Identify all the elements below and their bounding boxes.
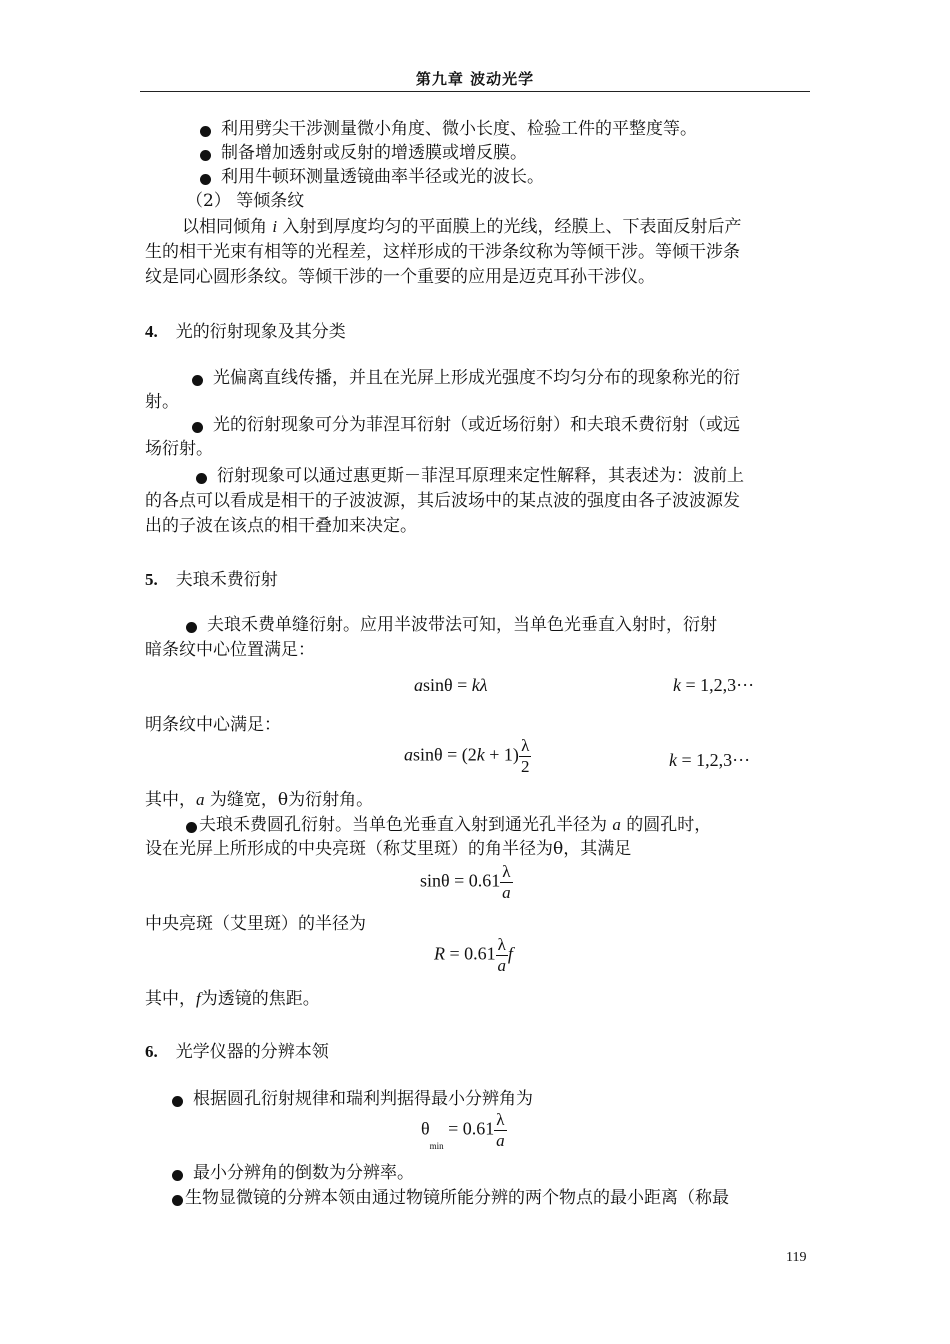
bullet-item: 利用牛顿环测量透镜曲率半径或光的波长。	[200, 165, 544, 189]
equation-k-range: k = 1,2,3···	[669, 750, 751, 770]
bullet-icon	[186, 822, 197, 833]
equation-airy-radius: R = 0.61 $\frac{\lambda}{a}f$	[434, 935, 513, 975]
bullet-item: 光偏离直线传播，并且在光屏上形成光强度不均匀分布的现象称光的衍	[192, 366, 740, 390]
bullet-icon	[192, 422, 203, 433]
paragraph-line: 射。	[145, 392, 179, 412]
bullet-item: 生物显微镜的分辨本领由通过物镜所能分辨的两个物点的最小距离（称最	[172, 1186, 729, 1210]
bullet-icon	[192, 375, 203, 386]
paragraph-line: 以相同倾角 i 入射到厚度均匀的平面膜上的光线，经膜上、下表面反射后产	[182, 217, 742, 237]
bullet-item: 制备增加透射或反射的增透膜或增反膜。	[200, 141, 527, 165]
fraction: $\frac{\lambda}{a}$	[497, 935, 507, 975]
paragraph-line: 出的子波在该点的相干叠加来决定。	[145, 516, 417, 536]
section-heading: 6. 光学仪器的分辨本领	[145, 1042, 329, 1062]
bullet-item: 最小分辨角的倒数为分辨率。	[172, 1161, 414, 1185]
fraction: $\frac{\lambda}{2}$	[520, 736, 530, 776]
paragraph-line: 其中，a 为缝宽，θ为衍射角。	[145, 790, 374, 810]
bullet-icon	[186, 622, 197, 633]
equation-airy-angle: sinθ = 0.61 $\frac{\lambda}{a}$	[420, 862, 511, 902]
fraction: $\frac{\lambda}{a}$	[496, 1110, 505, 1150]
paragraph-line: 明条纹中心满足：	[145, 715, 281, 735]
header-rule	[140, 91, 810, 92]
bullet-item: 夫琅禾费圆孔衍射。当单色光垂直入射到通光孔半径为 a 的圆孔时，	[186, 813, 711, 837]
bullet-icon	[172, 1195, 183, 1206]
running-header: 第九章 波动光学	[415, 70, 535, 88]
paragraph-line: 生的相干光束有相等的光程差，这样形成的干涉条纹称为等倾干涉。等倾干涉条	[145, 242, 740, 262]
paragraph-line: 其中，f为透镜的焦距。	[145, 989, 320, 1009]
bullet-item: 光的衍射现象可分为菲涅耳衍射（或近场衍射）和夫琅禾费衍射（或远	[192, 413, 740, 437]
bullet-item: 衍射现象可以通过惠更斯－菲涅耳原理来定性解释，其表述为：波前上	[196, 464, 744, 488]
paragraph-line: 场衍射。	[145, 439, 213, 459]
section-heading: 4. 光的衍射现象及其分类	[145, 322, 346, 342]
section-heading: 5. 夫琅禾费衍射	[145, 570, 278, 590]
paragraph-line: 纹是同心圆形条纹。等倾干涉的一个重要的应用是迈克耳孙干涉仪。	[145, 267, 655, 287]
bullet-icon	[196, 473, 207, 484]
bullet-icon	[172, 1170, 183, 1181]
paragraph-line: 设在光屏上所形成的中央亮斑（称艾里斑）的角半径为θ，其满足	[145, 839, 632, 859]
bullet-icon	[200, 150, 211, 161]
bullet-icon	[200, 174, 211, 185]
paragraph-line: 暗条纹中心位置满足：	[145, 640, 315, 660]
bullet-item: 夫琅禾费单缝衍射。应用半波带法可知，当单色光垂直入射时，衍射	[186, 613, 717, 637]
bullet-icon	[172, 1096, 183, 1107]
equation-dark-fringe: asinθ = kλ	[414, 675, 488, 695]
page-number: 119	[786, 1250, 807, 1265]
bullet-item: 根据圆孔衍射规律和瑞利判据得最小分辨角为	[172, 1087, 533, 1111]
equation-min-resolution-angle: $\theta_{min} = 0.61$ $\frac{\lambda}{a}$	[421, 1110, 505, 1151]
fraction: $\frac{\lambda}{a}$	[502, 862, 511, 902]
bullet-icon	[200, 126, 211, 137]
subsection-heading: （2） 等倾条纹	[186, 191, 305, 211]
equation-k-range: k = 1,2,3···	[673, 675, 755, 695]
paragraph-line: 的各点可以看成是相干的子波波源，其后波场中的某点波的强度由各子波波源发	[145, 491, 740, 511]
paragraph-line: 中央亮斑（艾里斑）的半径为	[145, 914, 366, 934]
bullet-item: 利用劈尖干涉测量微小角度、微小长度、检验工件的平整度等。	[200, 117, 697, 141]
equation-bright-fringe: asinθ = (2k + 1) $\frac{\lambda}{2}$	[404, 736, 530, 776]
